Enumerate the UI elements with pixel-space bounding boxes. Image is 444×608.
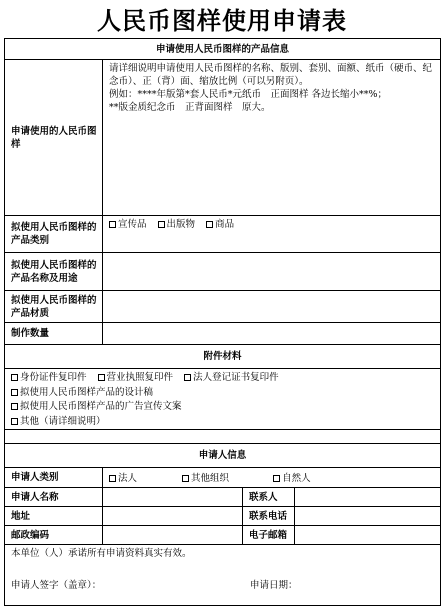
checkbox-promo-item[interactable]: 宣传品 [109,219,147,230]
checkbox-icon [109,475,116,482]
checkbox-icon [206,221,213,228]
declaration-block [5,545,441,606]
product-category-options [103,216,441,253]
blank-row [5,430,441,444]
applicant-type-options [103,468,441,488]
checkbox-other[interactable]: 其他（请详细说明） [11,415,440,430]
checkbox-icon [11,418,18,425]
quantity-label: 制作数量 [5,323,103,345]
address-field[interactable] [103,507,243,526]
checkbox-icon [11,374,18,381]
requested-image-label: 申请使用的人民币图样 [5,60,103,216]
declaration-text: 本单位（人）承诺所有申请资料真实有效。 [11,548,192,559]
requested-image-field[interactable] [103,60,441,216]
checkbox-icon [158,221,165,228]
signature-label: 申请人签字（盖章）： [11,580,102,591]
checkbox-ad-copy[interactable]: 拟使用人民币图样产品的广告宣传文案 [11,400,440,415]
checkbox-other-org[interactable]: 其他组织 [182,472,270,485]
email-field[interactable] [295,526,441,545]
checkbox-icon [184,374,191,381]
applicant-name-label: 申请人名称 [5,488,103,507]
checkbox-natural-person[interactable]: 自然人 [273,472,311,485]
checkbox-goods[interactable]: 商品 [206,219,234,230]
instruction-text: 请详细说明申请使用人民币图样的名称、版别、套别、面额、纸币（硬币、纪念币）、正（背）面、缩放比例（可以另附页）。 [109,63,433,87]
checkbox-icon [11,389,18,396]
product-name-usage-label: 拟使用人民币图样的产品名称及用途 [5,253,103,291]
section-attachments-header: 附件材料 [5,345,441,369]
application-form [4,38,441,606]
contact-person-field[interactable] [295,488,441,507]
application-date-label: 申请日期： [250,580,298,591]
section-product-info-header: 申请使用人民币图样的产品信息 [5,39,441,60]
postcode-field[interactable] [103,526,243,545]
email-label: 电子邮箱 [243,526,295,545]
example-text-1: 例如：****年版第*套人民币*元纸币 正面图样 各边长缩小**%； [109,89,388,100]
product-category-label: 拟使用人民币图样的产品类别 [5,216,103,253]
product-material-label: 拟使用人民币图样的产品材质 [5,291,103,323]
checkbox-icon [182,475,189,482]
quantity-field[interactable] [103,323,441,345]
checkbox-icon [109,221,116,228]
phone-label: 联系电话 [243,507,295,526]
address-label: 地址 [5,507,103,526]
phone-field[interactable] [295,507,441,526]
checkbox-id-copy[interactable]: 身份证件复印件 [11,372,87,383]
checkbox-icon [11,403,18,410]
checkbox-business-license-copy[interactable]: 营业执照复印件 [98,372,174,383]
product-material-field[interactable] [103,291,441,323]
checkbox-design-draft[interactable]: 拟使用人民币图样产品的设计稿 [11,386,440,401]
applicant-name-field[interactable] [103,488,243,507]
checkbox-publication[interactable]: 出版物 [158,219,196,230]
contact-person-label: 联系人 [243,488,295,507]
checkbox-icon [273,475,280,482]
postcode-label: 邮政编码 [5,526,103,545]
checkbox-legal-registration-copy[interactable]: 法人登记证书复印件 [184,372,279,383]
applicant-type-label: 申请人类别 [5,468,103,488]
attachments-list [5,369,441,430]
checkbox-icon [98,374,105,381]
section-applicant-info-header: 申请人信息 [5,444,441,468]
example-text-2: **版金质纪念币 正背面图样 原大。 [109,102,271,113]
product-name-usage-field[interactable] [103,253,441,291]
checkbox-legal-person[interactable]: 法人 [109,472,179,485]
page-title: 人民币图样使用申请表 [97,6,347,35]
